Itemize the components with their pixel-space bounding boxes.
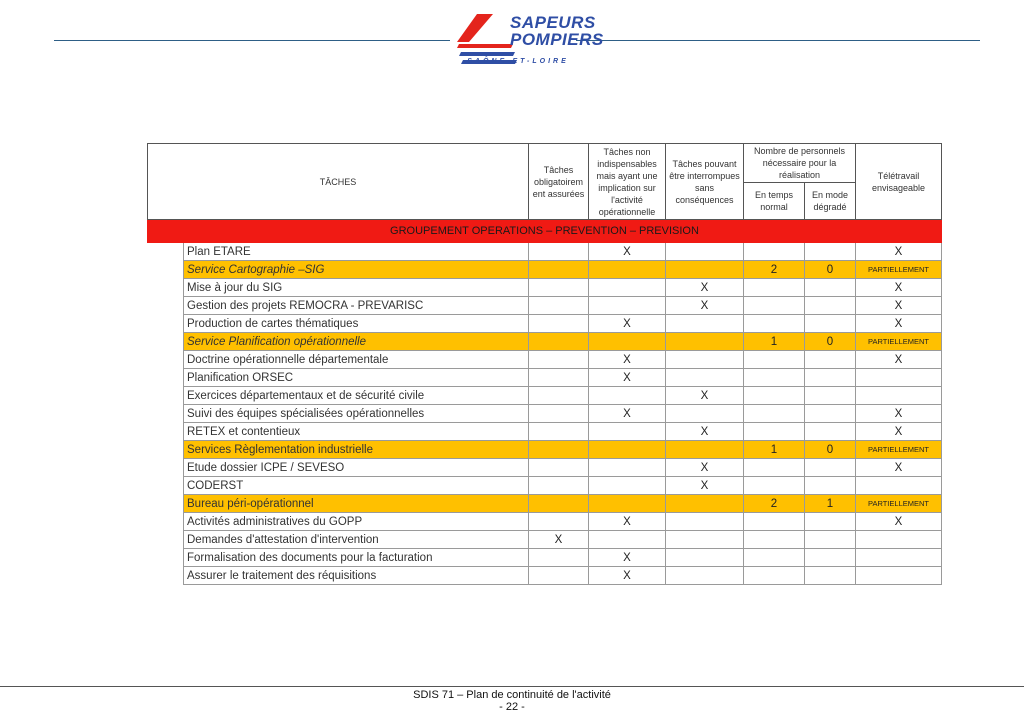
mode-degrade-cell: [805, 243, 856, 261]
non-indispensable-cell: X: [589, 405, 666, 423]
mode-degrade-cell: 0: [805, 333, 856, 351]
header-teletravail: Télétravail envisageable: [856, 144, 942, 220]
mode-degrade-cell: 0: [805, 441, 856, 459]
mode-degrade-cell: [805, 513, 856, 531]
indent-cell: [148, 369, 184, 387]
task-name: Formalisation des documents pour la facturation: [184, 549, 529, 567]
temps-normal-cell: [744, 477, 805, 495]
obligatoire-cell: [529, 369, 589, 387]
non-indispensable-cell: [589, 333, 666, 351]
indent-cell: [148, 351, 184, 369]
teletravail-cell: PARTIELLEMENT: [856, 441, 942, 459]
mode-degrade-cell: [805, 549, 856, 567]
non-indispensable-cell: [589, 441, 666, 459]
indent-cell: [148, 441, 184, 459]
mode-degrade-cell: [805, 387, 856, 405]
header-temps-normal: En temps normal: [744, 183, 805, 220]
obligatoire-cell: [529, 441, 589, 459]
teletravail-cell: [856, 531, 942, 549]
obligatoire-cell: [529, 351, 589, 369]
temps-normal-cell: [744, 423, 805, 441]
task-name: Gestion des projets REMOCRA - PREVARISC: [184, 297, 529, 315]
indent-cell: [148, 423, 184, 441]
teletravail-cell: [856, 477, 942, 495]
temps-normal-cell: [744, 369, 805, 387]
service-name: Bureau péri-opérationnel: [184, 495, 529, 513]
header-nombre-personnels: Nombre de personnels nécessaire pour la réalisation: [744, 144, 856, 183]
task-name: Demandes d'attestation d'intervention: [184, 531, 529, 549]
teletravail-cell: [856, 387, 942, 405]
interrompue-cell: [666, 513, 744, 531]
service-name: Services Règlementation industrielle: [184, 441, 529, 459]
temps-normal-cell: [744, 531, 805, 549]
task-row: [148, 279, 942, 297]
obligatoire-cell: [529, 405, 589, 423]
interrompue-cell: X: [666, 459, 744, 477]
task-name: Production de cartes thématiques: [184, 315, 529, 333]
obligatoire-cell: [529, 477, 589, 495]
indent-cell: [148, 495, 184, 513]
teletravail-cell: [856, 369, 942, 387]
temps-normal-cell: [744, 513, 805, 531]
obligatoire-cell: [529, 567, 589, 585]
mode-degrade-cell: [805, 459, 856, 477]
group-title: GROUPEMENT OPERATIONS – PREVENTION – PREVISION: [148, 220, 942, 243]
indent-cell: [148, 513, 184, 531]
temps-normal-cell: [744, 279, 805, 297]
task-row: [148, 297, 942, 315]
interrompue-cell: [666, 243, 744, 261]
interrompue-cell: [666, 261, 744, 279]
page-number: - 22 -: [499, 701, 525, 713]
teletravail-cell: [856, 549, 942, 567]
task-row: [148, 531, 942, 549]
non-indispensable-cell: [589, 495, 666, 513]
indent-cell: [148, 243, 184, 261]
teletravail-cell: X: [856, 513, 942, 531]
indent-cell: [148, 549, 184, 567]
non-indispensable-cell: [589, 423, 666, 441]
non-indispensable-cell: [589, 387, 666, 405]
temps-normal-cell: 2: [744, 495, 805, 513]
indent-cell: [148, 405, 184, 423]
temps-normal-cell: [744, 405, 805, 423]
service-row: [148, 261, 942, 279]
indent-cell: [148, 333, 184, 351]
mode-degrade-cell: [805, 279, 856, 297]
temps-normal-cell: 2: [744, 261, 805, 279]
interrompue-cell: [666, 441, 744, 459]
header-non-indispensables: Tâches non indispensables mais ayant une implication sur l'activité opérationnelle: [589, 144, 666, 220]
obligatoire-cell: [529, 333, 589, 351]
non-indispensable-cell: X: [589, 243, 666, 261]
non-indispensable-cell: X: [589, 369, 666, 387]
mode-degrade-cell: 1: [805, 495, 856, 513]
indent-cell: [148, 567, 184, 585]
temps-normal-cell: [744, 315, 805, 333]
logo-subtitle: SAÔNE-ET-LOIRE: [467, 58, 569, 65]
task-row: [148, 567, 942, 585]
task-name: Exercices départementaux et de sécurité civile: [184, 387, 529, 405]
non-indispensable-cell: X: [589, 549, 666, 567]
teletravail-cell: X: [856, 351, 942, 369]
non-indispensable-cell: X: [589, 315, 666, 333]
indent-cell: [148, 297, 184, 315]
header-interrompues: Tâches pouvant être interrompues sans conséquences: [666, 144, 744, 220]
task-name: Etude dossier ICPE / SEVESO: [184, 459, 529, 477]
task-name: Activités administratives du GOPP: [184, 513, 529, 531]
temps-normal-cell: [744, 549, 805, 567]
footer-title: SDIS 71 – Plan de continuité de l'activité: [413, 689, 611, 701]
mode-degrade-cell: [805, 297, 856, 315]
task-row: [148, 459, 942, 477]
header-taches: TÂCHES: [148, 144, 529, 220]
obligatoire-cell: [529, 315, 589, 333]
service-row: [148, 495, 942, 513]
task-name: Planification ORSEC: [184, 369, 529, 387]
temps-normal-cell: 1: [744, 441, 805, 459]
teletravail-cell: PARTIELLEMENT: [856, 495, 942, 513]
indent-cell: [148, 387, 184, 405]
indent-cell: [148, 279, 184, 297]
non-indispensable-cell: [589, 477, 666, 495]
interrompue-cell: [666, 495, 744, 513]
service-name: Service Planification opérationnelle: [184, 333, 529, 351]
interrompue-cell: X: [666, 297, 744, 315]
task-name: Suivi des équipes spécialisées opérationnelles: [184, 405, 529, 423]
obligatoire-cell: [529, 297, 589, 315]
obligatoire-cell: [529, 423, 589, 441]
obligatoire-cell: [529, 513, 589, 531]
teletravail-cell: X: [856, 315, 942, 333]
non-indispensable-cell: X: [589, 351, 666, 369]
mode-degrade-cell: [805, 351, 856, 369]
non-indispensable-cell: X: [589, 513, 666, 531]
temps-normal-cell: 1: [744, 333, 805, 351]
indent-cell: [148, 261, 184, 279]
teletravail-cell: PARTIELLEMENT: [856, 333, 942, 351]
indent-cell: [148, 531, 184, 549]
interrompue-cell: [666, 549, 744, 567]
obligatoire-cell: [529, 261, 589, 279]
teletravail-cell: X: [856, 297, 942, 315]
header-obligatoires: Tâches obligatoirem ent assurées: [529, 144, 589, 220]
temps-normal-cell: [744, 567, 805, 585]
interrompue-cell: [666, 315, 744, 333]
temps-normal-cell: [744, 297, 805, 315]
service-name: Service Cartographie –SIG: [184, 261, 529, 279]
non-indispensable-cell: [589, 297, 666, 315]
task-name: Mise à jour du SIG: [184, 279, 529, 297]
logo-text-sapeurs: SAPEURS: [510, 13, 596, 32]
mode-degrade-cell: [805, 567, 856, 585]
indent-cell: [148, 315, 184, 333]
teletravail-cell: X: [856, 243, 942, 261]
footer-rule: [0, 686, 1024, 687]
obligatoire-cell: [529, 495, 589, 513]
task-row: [148, 513, 942, 531]
mode-degrade-cell: [805, 531, 856, 549]
mode-degrade-cell: [805, 477, 856, 495]
mode-degrade-cell: [805, 369, 856, 387]
teletravail-cell: [856, 567, 942, 585]
task-row: [148, 369, 942, 387]
obligatoire-cell: X: [529, 531, 589, 549]
teletravail-cell: X: [856, 459, 942, 477]
header-mode-degrade: En mode dégradé: [805, 183, 856, 220]
non-indispensable-cell: [589, 279, 666, 297]
teletravail-cell: X: [856, 405, 942, 423]
interrompue-cell: X: [666, 279, 744, 297]
service-row: [148, 333, 942, 351]
interrompue-cell: [666, 369, 744, 387]
interrompue-cell: X: [666, 423, 744, 441]
non-indispensable-cell: [589, 459, 666, 477]
task-row: [148, 243, 942, 261]
obligatoire-cell: [529, 279, 589, 297]
group-row: [148, 220, 942, 243]
interrompue-cell: [666, 567, 744, 585]
non-indispensable-cell: X: [589, 567, 666, 585]
temps-normal-cell: [744, 351, 805, 369]
task-row: [148, 477, 942, 495]
obligatoire-cell: [529, 243, 589, 261]
non-indispensable-cell: [589, 531, 666, 549]
task-row: [148, 405, 942, 423]
teletravail-cell: X: [856, 279, 942, 297]
task-row: [148, 351, 942, 369]
obligatoire-cell: [529, 549, 589, 567]
logo-text-pompiers: POMPIERS: [510, 30, 604, 49]
header-rule-right: [576, 40, 980, 41]
obligatoire-cell: [529, 459, 589, 477]
task-row: [148, 549, 942, 567]
interrompue-cell: [666, 333, 744, 351]
mode-degrade-cell: [805, 423, 856, 441]
teletravail-cell: X: [856, 423, 942, 441]
non-indispensable-cell: [589, 261, 666, 279]
indent-cell: [148, 459, 184, 477]
task-name: Doctrine opérationnelle départementale: [184, 351, 529, 369]
service-row: [148, 441, 942, 459]
temps-normal-cell: [744, 459, 805, 477]
task-name: Assurer le traitement des réquisitions: [184, 567, 529, 585]
indent-cell: [148, 477, 184, 495]
header-rule-left: [54, 40, 450, 41]
task-row: [148, 423, 942, 441]
temps-normal-cell: [744, 243, 805, 261]
obligatoire-cell: [529, 387, 589, 405]
task-row: [148, 387, 942, 405]
interrompue-cell: [666, 351, 744, 369]
interrompue-cell: [666, 405, 744, 423]
mode-degrade-cell: 0: [805, 261, 856, 279]
mode-degrade-cell: [805, 315, 856, 333]
interrompue-cell: [666, 531, 744, 549]
teletravail-cell: PARTIELLEMENT: [856, 261, 942, 279]
interrompue-cell: X: [666, 387, 744, 405]
task-name: CODERST: [184, 477, 529, 495]
task-row: [148, 315, 942, 333]
interrompue-cell: X: [666, 477, 744, 495]
task-name: RETEX et contentieux: [184, 423, 529, 441]
tasks-table: [147, 143, 942, 585]
task-name: Plan ETARE: [184, 243, 529, 261]
mode-degrade-cell: [805, 405, 856, 423]
temps-normal-cell: [744, 387, 805, 405]
